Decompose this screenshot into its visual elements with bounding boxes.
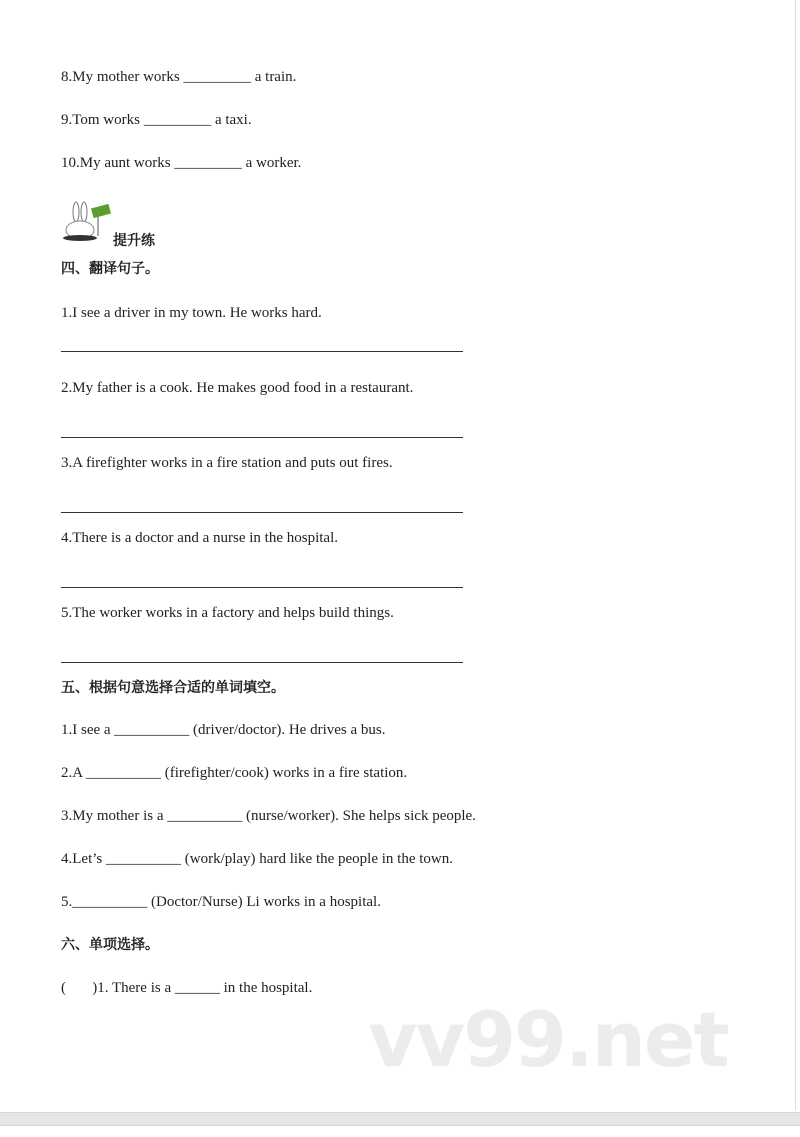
translate-item: 3.A firefighter works in a fire station and puts out fires. (61, 455, 393, 471)
answer-line (61, 351, 463, 352)
page-separator (0, 1112, 800, 1126)
translate-item: 5.The worker works in a factory and helps build things. (61, 605, 394, 621)
choose-item: 2.A __________ (firefighter/cook) works in a fire station. (61, 765, 408, 781)
section4-title: 四、翻译句子。 (61, 261, 159, 277)
choose-item: 1.I see a __________ (driver/doctor). He drives a bus. (61, 722, 386, 738)
answer-line (61, 662, 463, 663)
fill-item-10: 10.My aunt works _________ a worker. (61, 155, 302, 171)
mc-item: ( )1. There is a ______ in the hospital. (61, 980, 313, 996)
practice-label: 提升练 (113, 233, 155, 249)
rabbit-sign-icon (62, 200, 112, 242)
choose-item: 4.Let’s __________ (work/play) hard like the people in the town. (61, 851, 453, 867)
translate-item: 1.I see a driver in my town. He works hard. (61, 305, 322, 321)
choose-item: 5.__________ (Doctor/Nurse) Li works in a hospital. (61, 894, 381, 910)
watermark: vv99.net (368, 995, 728, 1084)
section5-title: 五、根据句意选择合适的单词填空。 (61, 680, 285, 696)
translate-item: 2.My father is a cook. He makes good food in a restaurant. (61, 380, 414, 396)
fill-item-8: 8.My mother works _________ a train. (61, 69, 297, 85)
answer-line (61, 437, 463, 438)
answer-line (61, 512, 463, 513)
translate-item: 4.There is a doctor and a nurse in the hospital. (61, 530, 339, 546)
section6-title: 六、单项选择。 (61, 937, 159, 953)
fill-item-9: 9.Tom works _________ a taxi. (61, 112, 252, 128)
answer-line (61, 587, 463, 588)
choose-item: 3.My mother is a __________ (nurse/worker). She helps sick people. (61, 808, 476, 824)
